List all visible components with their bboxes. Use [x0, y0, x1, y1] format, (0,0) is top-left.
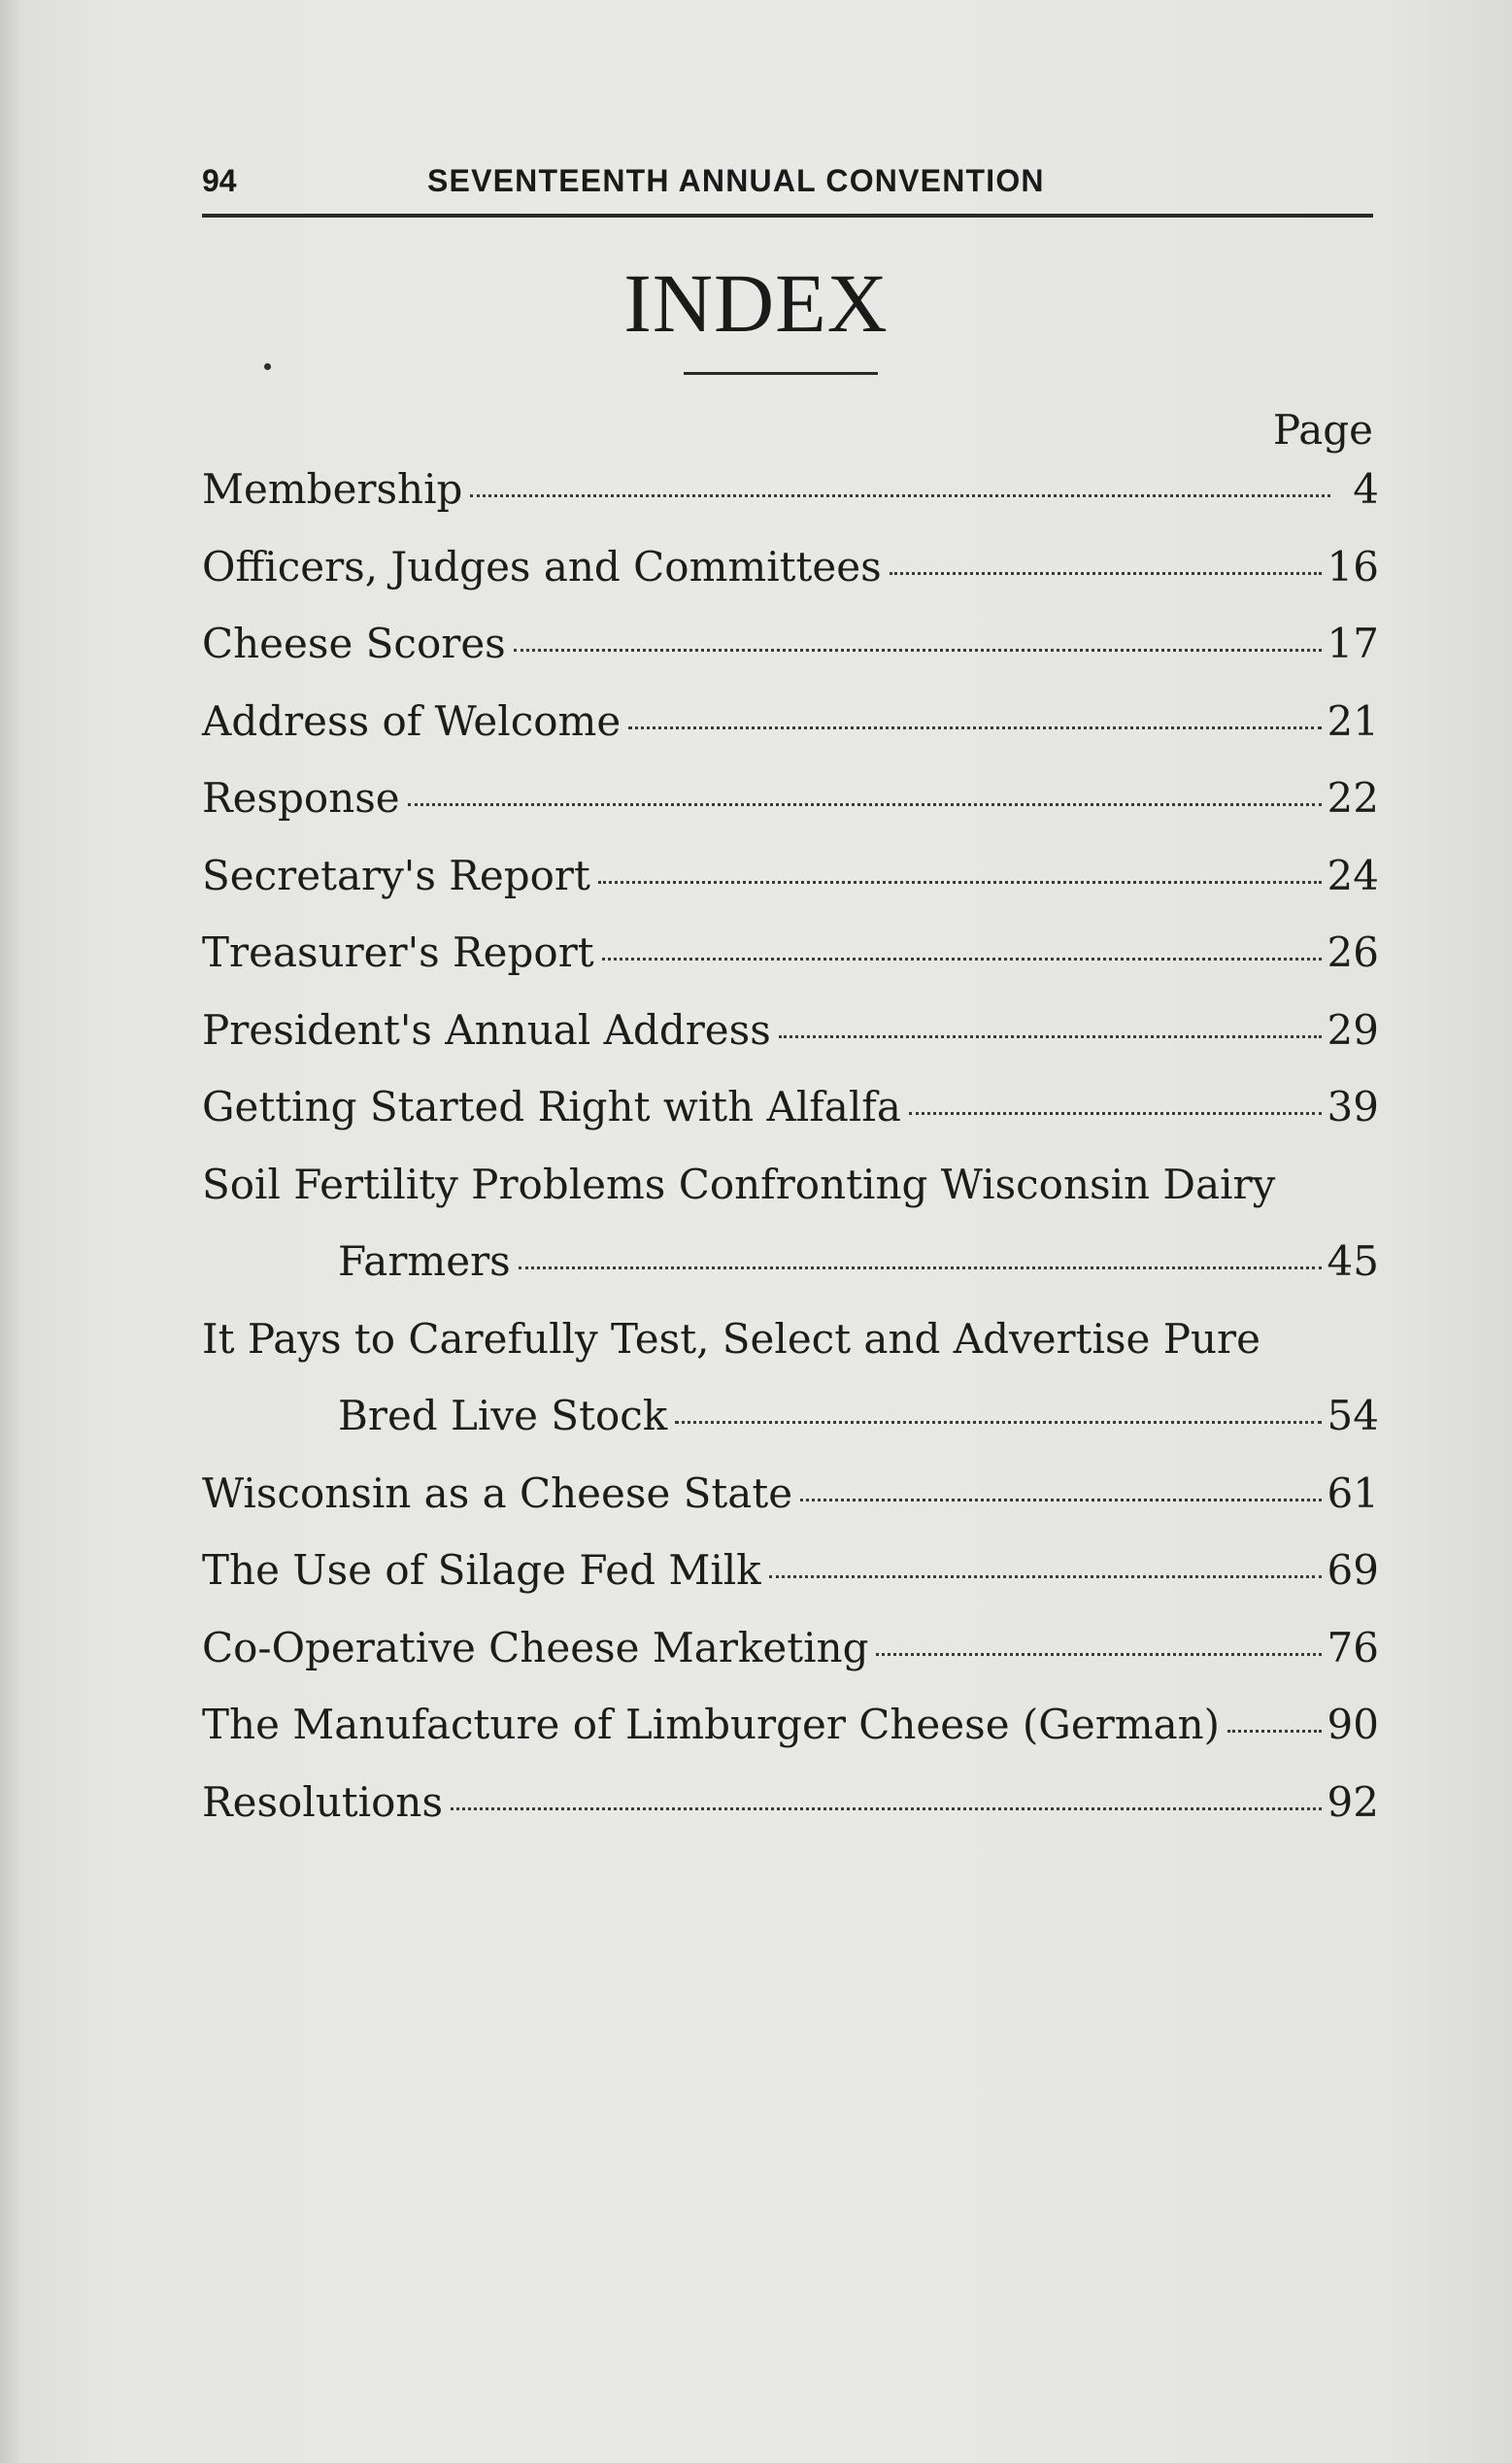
entry-label: Secretary's Report — [202, 851, 590, 899]
dot-leader — [1227, 1730, 1321, 1733]
entry-page: 39 — [1327, 1083, 1379, 1130]
entry-page: 17 — [1327, 620, 1379, 667]
dot-leader — [769, 1575, 1322, 1578]
index-entry-continuation — [202, 1377, 1379, 1455]
index-entry — [202, 759, 1379, 837]
entry-page: 26 — [1327, 928, 1379, 976]
dot-leader — [909, 1112, 1322, 1115]
entry-label: It Pays to Carefully Test, Select and Advertise Pure — [202, 1314, 1260, 1363]
page-number: 94 — [202, 163, 237, 198]
entry-label: President's Annual Address — [202, 1005, 771, 1054]
index-entry — [202, 914, 1379, 992]
entry-label: Address of Welcome — [202, 696, 622, 745]
entry-label: Farmers — [338, 1237, 511, 1285]
index-entry — [202, 992, 1379, 1069]
index-entry — [202, 1686, 1379, 1764]
entry-page: 90 — [1327, 1701, 1379, 1748]
index-entry-continuation — [202, 1223, 1379, 1300]
dot-leader — [470, 494, 1330, 497]
dot-leader — [800, 1499, 1321, 1501]
page-column-heading: Page — [1272, 406, 1373, 454]
index-entry — [202, 528, 1379, 606]
dot-leader — [598, 881, 1322, 884]
index-entry — [202, 451, 1379, 528]
index-entry — [202, 1764, 1379, 1841]
title-rule — [684, 372, 878, 375]
entry-label: Wisconsin as a Cheese State — [202, 1468, 793, 1517]
entry-label: Soil Fertility Problems Confronting Wisconsin Dairy — [202, 1160, 1276, 1208]
index-entry-first-line — [202, 1146, 1379, 1224]
dot-leader — [890, 572, 1322, 575]
dot-leader — [514, 649, 1322, 652]
dot-leader — [628, 726, 1321, 729]
dot-leader — [876, 1653, 1321, 1656]
entry-label: Membership — [202, 465, 463, 513]
dot-leader — [602, 958, 1322, 961]
dot-leader — [675, 1421, 1321, 1424]
entry-label: Officers, Judges and Committees — [202, 542, 882, 590]
dot-leader — [519, 1266, 1322, 1269]
entry-page: 22 — [1327, 774, 1379, 822]
dot-leader — [779, 1035, 1322, 1038]
entry-label: Getting Started Right with Alfalfa — [202, 1083, 901, 1130]
entry-page: 4 — [1353, 465, 1379, 513]
entry-page: 76 — [1327, 1623, 1379, 1671]
entry-label: Co-Operative Cheese Marketing — [202, 1623, 869, 1671]
index-entry — [202, 1609, 1379, 1687]
entry-page: 69 — [1327, 1546, 1379, 1594]
running-title: SEVENTEENTH ANNUAL CONVENTION — [427, 163, 1045, 198]
entry-page: 21 — [1327, 696, 1379, 745]
index-entry — [202, 837, 1379, 915]
entry-page: 16 — [1327, 542, 1379, 590]
index-entries — [202, 451, 1379, 1840]
entry-label: The Manufacture of Limburger Cheese (German) — [202, 1701, 1221, 1748]
entry-label: Cheese Scores — [202, 620, 506, 667]
ink-speck — [264, 363, 271, 370]
index-entry — [202, 1455, 1379, 1533]
entry-page: 45 — [1327, 1237, 1379, 1285]
dot-leader — [451, 1807, 1322, 1810]
entry-page: 54 — [1327, 1392, 1379, 1439]
page-binding-edge — [0, 0, 21, 2463]
entry-label: Resolutions — [202, 1777, 444, 1826]
entry-label: Treasurer's Report — [202, 928, 594, 976]
entry-page: 29 — [1327, 1005, 1379, 1054]
header-rule — [202, 214, 1373, 218]
entry-label: The Use of Silage Fed Milk — [202, 1546, 761, 1594]
running-head — [202, 155, 1373, 210]
dot-leader — [408, 803, 1322, 806]
index-entry — [202, 1532, 1379, 1609]
entry-label: Response — [202, 774, 400, 822]
entry-label: Bred Live Stock — [338, 1392, 668, 1439]
entry-page: 61 — [1327, 1468, 1379, 1517]
index-title: INDEX — [623, 256, 889, 350]
index-entry — [202, 605, 1379, 683]
entry-page: 92 — [1327, 1777, 1379, 1826]
index-entry — [202, 1068, 1379, 1146]
index-entry-first-line — [202, 1300, 1379, 1378]
index-entry — [202, 683, 1379, 760]
entry-page: 24 — [1327, 851, 1379, 899]
